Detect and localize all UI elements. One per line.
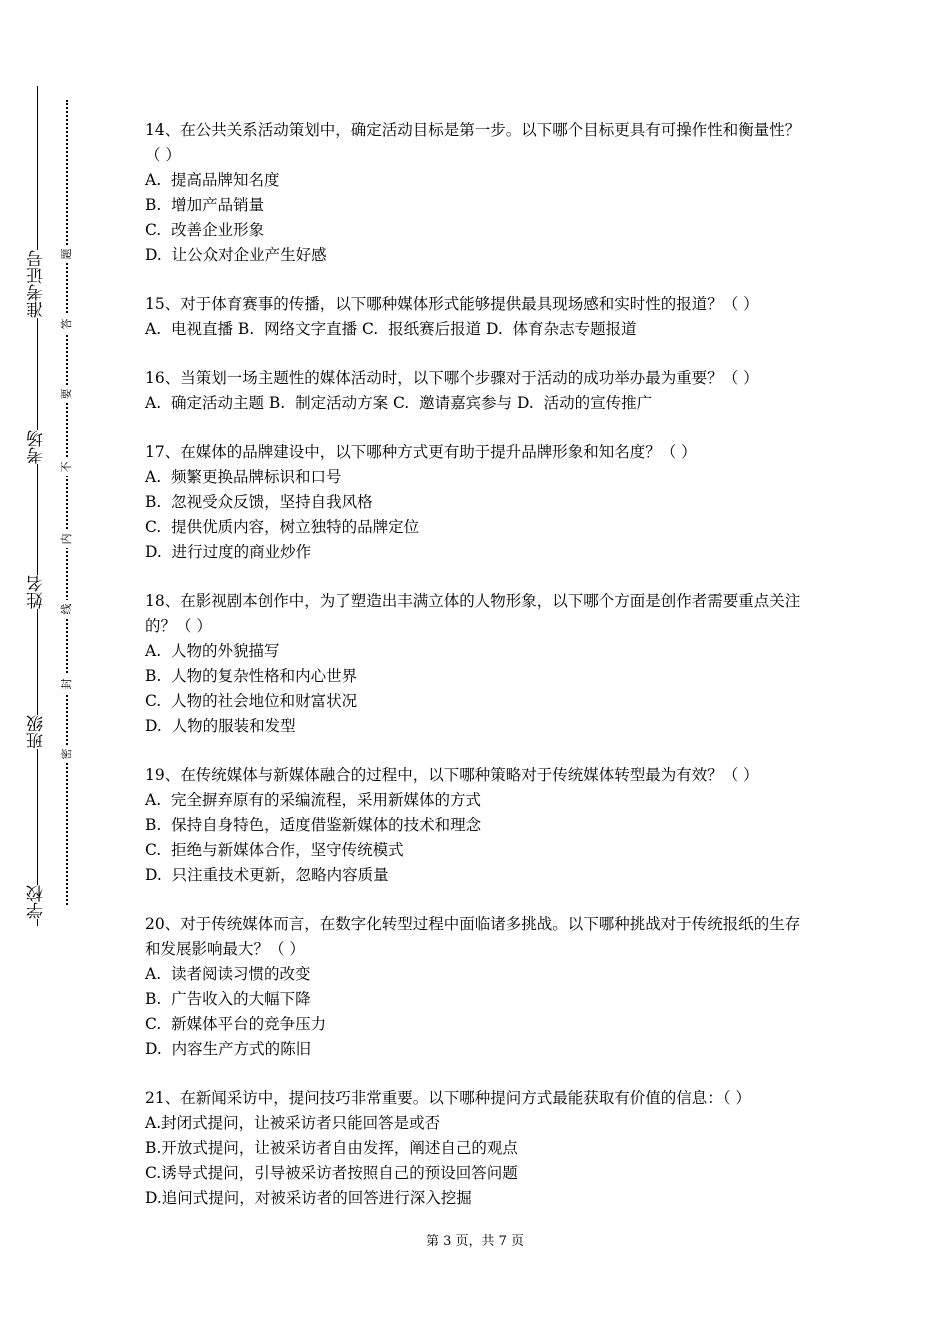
question-stem: 16、当策划一场主题性的媒体活动时，以下哪个步骤对于活动的成功举办最为重要？（ ） [145, 369, 759, 387]
seal-char: 线 [58, 600, 76, 618]
seal-dotted-line [66, 100, 68, 905]
option-line: A. 电视直播 B. 网络文字直播 C. 报纸赛后报道 D. 体育杂志专题报道 [145, 320, 637, 338]
option-b: B. 增加产品销量 [145, 196, 265, 214]
page-number: 第 3 页，共 7 页 [425, 1234, 525, 1249]
question-15 [145, 292, 815, 342]
question-20 [145, 912, 815, 1062]
option-d: D. 内容生产方式的陈旧 [145, 1040, 312, 1058]
option-b: B.开放式提问，让被采访者自由发挥，阐述自己的观点 [145, 1139, 518, 1157]
option-a: A.封闭式提问，让被采访者只能回答是或否 [145, 1114, 441, 1132]
option-d: D. 进行过度的商业炒作 [145, 543, 312, 561]
seal-char: 要 [58, 385, 76, 403]
field-school-label: 学校 [22, 885, 52, 919]
option-c: C. 新媒体平台的竞争压力 [145, 1015, 327, 1033]
option-b: B. 忽视受众反馈，坚持自我风格 [145, 493, 373, 511]
seal-char: 答 [58, 315, 76, 333]
option-c: C. 改善企业形象 [145, 221, 265, 239]
seal-char: 密 [58, 745, 76, 763]
option-b: B. 广告收入的大幅下降 [145, 990, 311, 1008]
seal-char: 不 [58, 458, 76, 476]
option-line: A. 确定活动主题 B. 制定活动方案 C. 邀请嘉宾参与 D. 活动的宣传推广 [145, 394, 653, 412]
questions-area [145, 118, 815, 1235]
option-a: A. 完全摒弃原有的采编流程，采用新媒体的方式 [145, 791, 481, 809]
option-c: C.诱导式提问，引导被采访者按照自己的预设回答问题 [145, 1164, 518, 1182]
question-stem: 17、在媒体的品牌建设中，以下哪种方式更有助于提升品牌形象和知名度？（ ） [145, 443, 697, 461]
seal-char: 内 [58, 530, 76, 548]
option-b: B. 人物的复杂性格和内心世界 [145, 667, 358, 685]
seal-char: 题 [58, 245, 76, 263]
binding-margin [0, 0, 100, 1344]
option-a: A. 提高品牌知名度 [145, 171, 280, 189]
option-c: C. 人物的社会地位和财富状况 [145, 692, 358, 710]
option-c: C. 拒绝与新媒体合作，坚守传统模式 [145, 841, 404, 859]
option-a: A. 读者阅读习惯的改变 [145, 965, 311, 983]
question-17 [145, 440, 815, 565]
question-16 [145, 366, 815, 416]
option-d: D. 让公众对企业产生好感 [145, 246, 327, 264]
option-d: D.追问式提问，对被采访者的回答进行深入挖掘 [145, 1189, 472, 1207]
question-stem: 14、在公共关系活动策划中，确定活动目标是第一步。以下哪个目标更具有可操作性和衡量性？（ ） [145, 121, 801, 164]
option-d: D. 人物的服装和发型 [145, 717, 296, 735]
option-c: C. 提供优质内容，树立独特的品牌定位 [145, 518, 420, 536]
option-b: B. 保持自身特色，适度借鉴新媒体的技术和理念 [145, 816, 482, 834]
question-21 [145, 1086, 815, 1211]
option-a: A. 人物的外貌描写 [145, 642, 280, 660]
field-class-label: 班级 [22, 715, 52, 749]
question-18 [145, 589, 815, 739]
question-19 [145, 763, 815, 888]
field-name-label: 姓名 [22, 575, 52, 609]
field-exam-room-label: 考场 [22, 430, 52, 464]
question-stem: 20、对于传统媒体而言，在数字化转型过程中面临诸多挑战。以下哪种挑战对于传统报纸的生存和发展影响最大？（ ） [145, 915, 801, 958]
question-stem: 19、在传统媒体与新媒体融合的过程中，以下哪种策略对于传统媒体转型最为有效？（ ） [145, 766, 759, 784]
option-a: A. 频繁更换品牌标识和口号 [145, 468, 342, 486]
question-14 [145, 118, 815, 268]
question-stem: 18、在影视剧本创作中，为了塑造出丰满立体的人物形象，以下哪个方面是创作者需要重点关注的？（ ） [145, 592, 801, 635]
seal-char: 封 [58, 675, 76, 693]
option-d: D. 只注重技术更新，忽略内容质量 [145, 866, 389, 884]
field-exam-id-label: 准考证号 [22, 250, 52, 318]
binding-solid-line [37, 86, 38, 926]
question-stem: 15、对于体育赛事的传播，以下哪种媒体形式能够提供最具现场感和实时性的报道？（ ） [145, 295, 759, 313]
question-stem: 21、在新闻采访中，提问技巧非常重要。以下哪种提问方式最能获取有价值的信息：（ ） [145, 1089, 751, 1107]
